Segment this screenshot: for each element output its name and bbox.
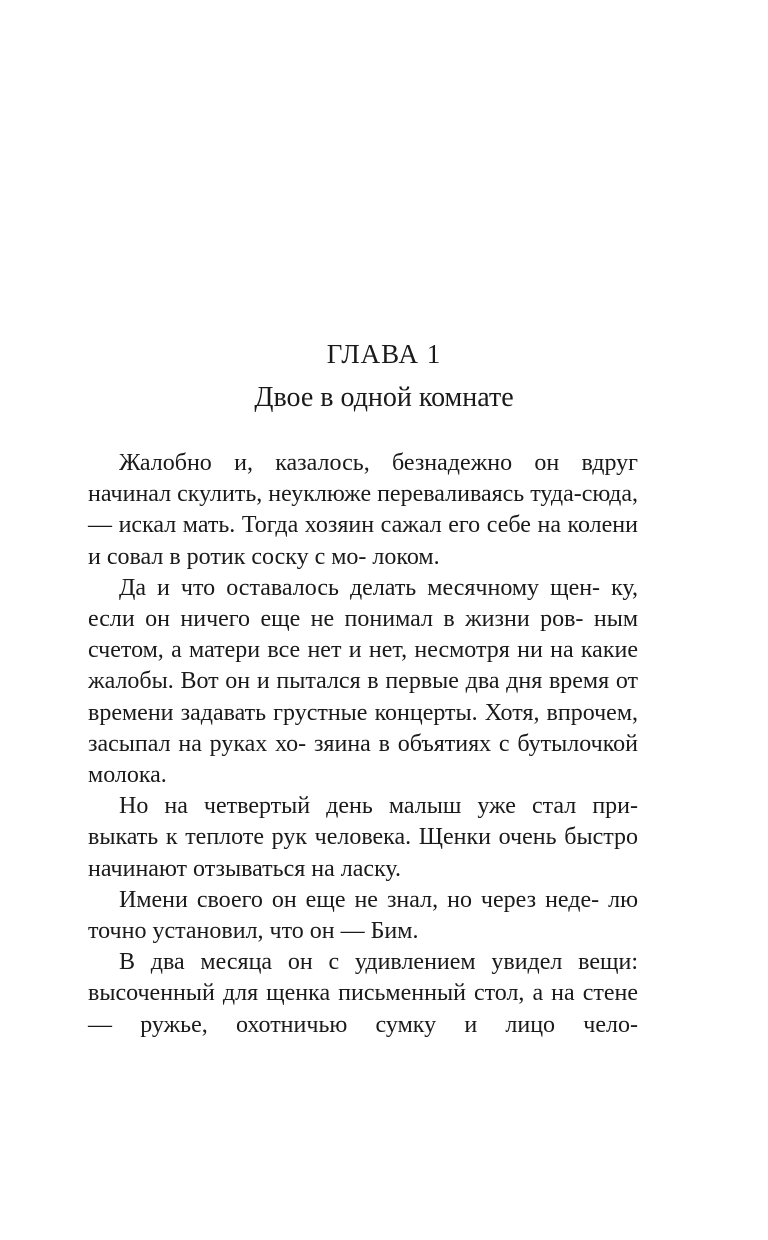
text-line: Жалобно и, казалось, безнадежно он вдруг <box>119 450 638 476</box>
text-line: ным счетом, а матери все нет и нет, несмотря ни <box>88 606 639 664</box>
body-text <box>88 448 638 1041</box>
text-line: быстро начинают отзываться на ласку. <box>88 824 639 882</box>
paragraph <box>88 573 638 791</box>
text-line: ку, если он ничего еще не понимал в жизни ров- <box>88 574 639 633</box>
paragraph <box>88 791 638 885</box>
text-line: два дня время от времени задавать грустные <box>88 668 639 726</box>
text-line: зяина в объятиях с бутылочкой молока. <box>88 730 638 789</box>
text-line: Но на четвертый день малыш уже стал при- <box>119 793 638 820</box>
text-line: лю точно установил, что он — Бим. <box>88 886 639 945</box>
text-line: его себе на колени и совал в ротик соску с мо- <box>88 512 638 570</box>
chapter-title: Двое в одной комнате <box>254 382 514 413</box>
text-line: туда-сюда, — искал мать. Тогда хозяин сажал <box>88 481 638 539</box>
text-line: В два месяца он с удивлением увидел вещи: <box>119 949 638 976</box>
paragraph <box>88 885 638 947</box>
text-line: Имени своего он еще не знал, но через неде- <box>119 886 600 913</box>
text-line: Да и что оставалось делать месячному щен- <box>119 574 601 601</box>
paragraph <box>88 448 638 573</box>
text-line: стене — ружье, охотничью сумку и лицо чело- <box>88 980 639 1038</box>
text-line: на какие жалобы. Вот он и пытался в первые <box>88 637 638 695</box>
paragraph <box>88 947 638 1041</box>
text-line: высоченный для щенка письменный стол, а на <box>88 980 575 1007</box>
text-line: локом. <box>372 543 440 570</box>
chapter-label: ГЛАВА 1 <box>326 339 442 369</box>
text-line: выкать к теплоте рук человека. Щенки очень <box>88 824 557 851</box>
text-line: начинал скулить, неуклюже переваливаясь <box>88 481 525 508</box>
text-line: концерты. Хотя, впрочем, засыпал на руках хо- <box>88 699 639 757</box>
